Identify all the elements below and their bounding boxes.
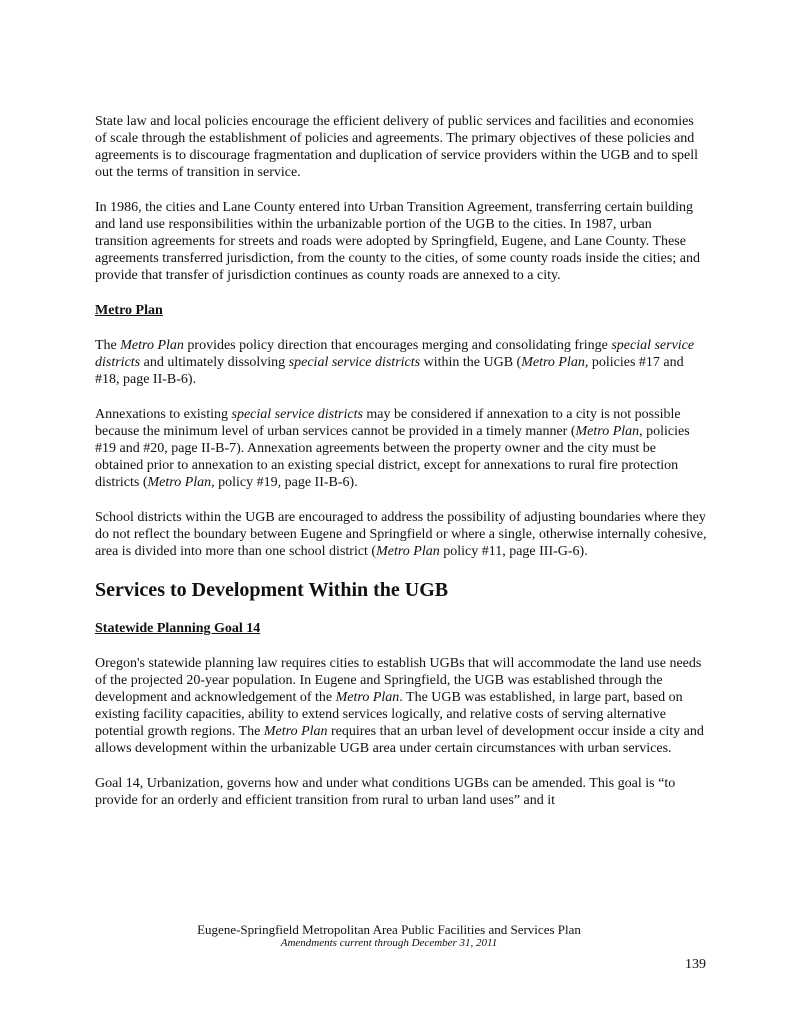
paragraph-metro-policy: The Metro Plan provides policy direction that encourages merging and consolidating fringe special service districts and ultimately dissolving special service districts within the UGB (Metro Plan, policies #17 and #18, page II-B-6). — [95, 338, 695, 387]
metro-plan-heading: Metro Plan — [95, 303, 163, 318]
paragraph-goal-14: Goal 14, Urbanization, governs how and under what conditions UGBs can be amended. This goal is “to provide for an orderly and efficient transition from rural to urban land uses” and it — [95, 776, 676, 808]
goal-14-heading: Statewide Planning Goal 14 — [95, 621, 261, 636]
page-footer — [0, 922, 800, 950]
paragraph-urban-transition: In 1986, the cities and Lane County entered into Urban Transition Agreement, transferring certain building and land use responsibilities within the urbanizable portion of the UGB to the cities. In 1987, urban transition agreements for streets and roads were adopted by Springfield, Eugene, and Lane County. These agreements transferred jurisdiction, from the county to the cities, of some county roads inside the cities; and provide that transfer of jurisdiction continues as county roads are annexed to a city. — [95, 200, 700, 283]
paragraph-school-districts: School districts within the UGB are encouraged to address the possibility of adjusting boundaries where they do not reflect the boundary between Eugene and Springfield or where a single, otherwise internally cohesive, area is divided into more than one school district (Metro Plan policy #11, page III-G-6). — [95, 510, 707, 559]
page-number: 139 — [685, 957, 706, 972]
paragraph-annexations: Annexations to existing special service districts may be considered if annexation to a city is not possible because the minimum level of urban services cannot be provided in a timely manner (Metro Plan, policies #19 and #20, page II-B-7). Annexation agreements between the property owner and the city must be obtained prior to annexation to an existing special district, except for annexations to rural fire protection districts (Metro Plan, policy #19, page II-B-6). — [95, 407, 690, 490]
paragraph-oregon-planning: Oregon's statewide planning law requires cities to establish UGBs that will accommodate the land use needs of the projected 20-year population. In Eugene and Springfield, the UGB was established through the development and acknowledgement of the Metro Plan. The UGB was established, in large part, based on existing facility capacities, ability to extend services logically, and relative costs of serving alternative potential growth regions. The Metro Plan requires that an urban level of development occur inside a city and allows development within the urbanizable UGB area under certain circumstances with urban services. — [95, 656, 704, 756]
paragraph-state-law: State law and local policies encourage the efficient delivery of public services and facilities and economies of scale through the establishment of policies and agreements. The primary objectives of these policies and agreements is to discourage fragmentation and duplication of service providers within the UGB and to spell out the terms of transition in service. — [95, 114, 699, 180]
section-heading-services: Services to Development Within the UGB — [95, 579, 449, 601]
page-body — [95, 113, 707, 827]
footer-subtitle: Amendments current through December 31, 2011 — [280, 937, 498, 949]
footer-title: Eugene-Springfield Metropolitan Area Public Facilities and Services Plan — [197, 922, 581, 937]
